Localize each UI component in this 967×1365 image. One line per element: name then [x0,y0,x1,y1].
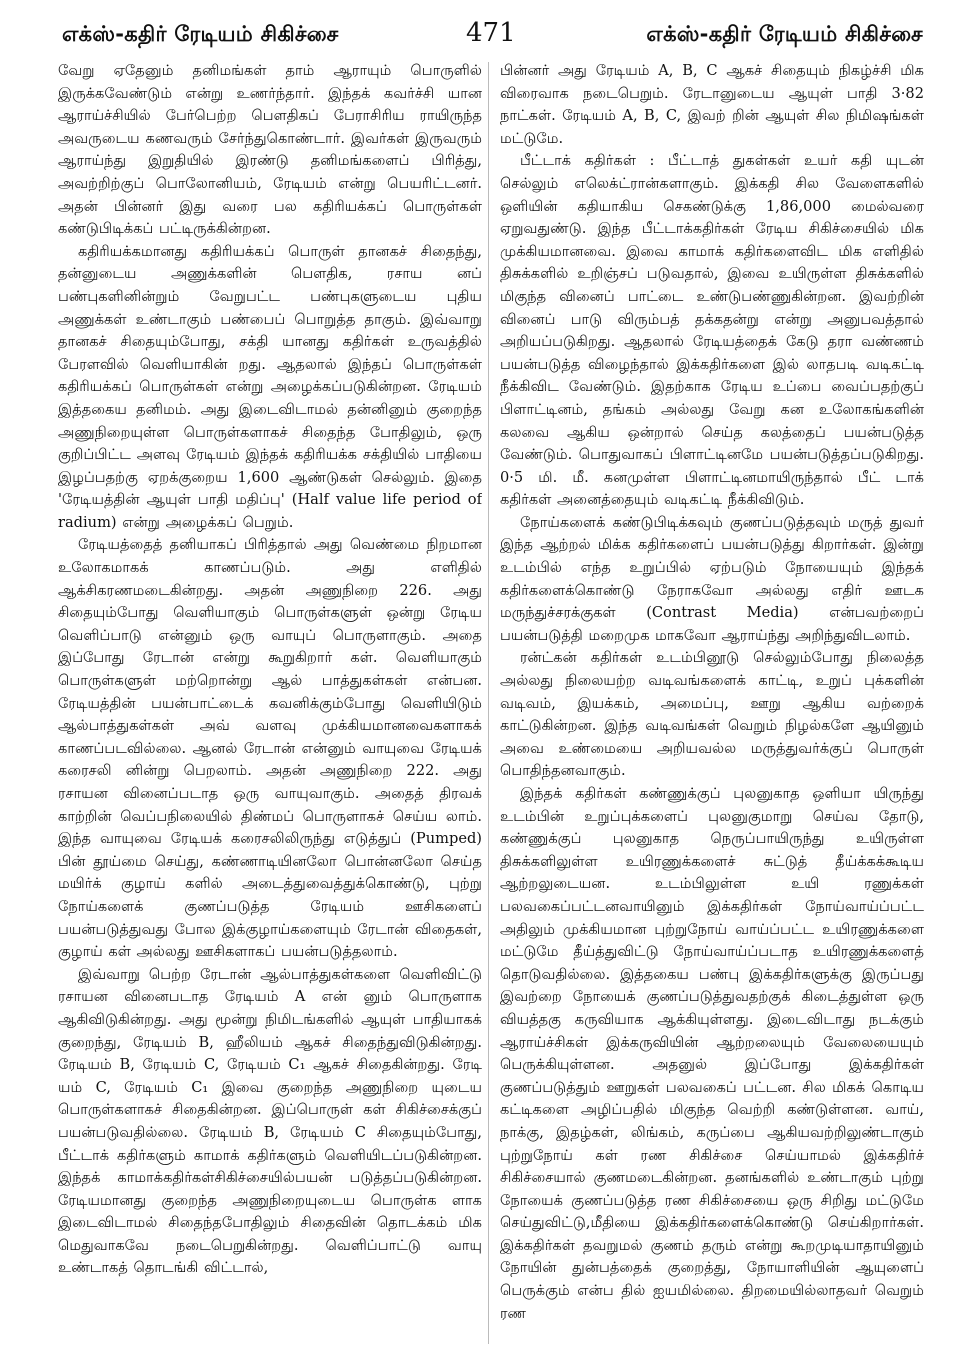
column-divider [488,62,489,1344]
paragraph: வேறு ஏதேனும் தனிமங்கள் தாம் ஆராயும் பொருளில் இருக்கவேண்டும் என்று உணர்ந்தார். இந்தக் கவர்ச்சி யான ஆராய்ச்சியில் பேர்பெற்ற பௌதிகப் பேராசிரிய ராயிருந்த அவருடைய கணவரும் சேர்ந்துகொண்டார். இவர்கள் இருவரும் ஆராய்ந்து இறுதியில் இரண்டு தனிமங்களைப் பிரித்து, அவற்றிற்குப் பொலோனியம், ரேடியம் என்று பெயரிட்டனர். அதன் பின்னர் இது வரை பல கதிரியக்கப் பொருள்கள் கண்டுபிடிக்கப் பட்டிருக்கின்றன. [58,62,482,238]
right-column [500,60,924,1350]
header-right-title: எக்ஸ்-கதிர் ரேடியம் சிகிச்சை [646,22,923,46]
running-header [0,18,967,54]
paragraph: இவ்வாறு பெற்ற ரேடான் ஆல்பாத்துகள்களை வெளிவிட்டு ரசாயன வினைபடாத ரேடியம் A என் னும் பொருளாக ஆகிவிடுகின்றது. அது மூன்று நிமிடங்களில் ஆயுள் பாதியாகக் குறைந்து, ரேடியம் B, ஹீலியம் ஆகச் சிதைந்துவிடுகின்றது. ரேடியம் B, ரேடியம் C, ரேடியம் C₁ ஆகச் சிதைகின்றது. ரேடி யம் C, ரேடியம் C₁ இவை குறைந்த அணுநிறை யுடைய பொருள்களாகச் சிதைகின்றன. இப்பொருள் கள் சிகிச்சைக்குப் பயன்படுவதில்லை. ரேடியம் B, ரேடியம் C சிதையும்போது, பீட்டாக் கதிர்களும் காமாக் கதிர்களும் வெளியிடப்படுகின்றன. இந்தக் காமாக்கதிர்கள்சிகிச்சையில்பயன் படுத்தப்படுகின்றன. ரேடியமானது குறைந்த அணுநிறையுடைய பொருள்க ளாக இடைவிடாமல் சிதைந்தபோதிலும் சிதைவின் தொடக்கம் மிக மெதுவாகவே நடைபெறுகின்றது. வெளிப்பாட்டு வாயு உண்டாகத் தொடங்கி விட்டால், [58,965,482,1277]
paragraph: ரன்ட்கன் கதிர்கள் உடம்பினூடு செல்லும்போது நிலைத்த அல்லது நிலையற்ற வடிவங்களைக் காட்டி, உறுப் புக்களின் வடிவம், இயக்கம், அமைப்பு, ஊறு ஆகிய வற்றைக் காட்டுகின்றன. இந்த வடிவங்கள் வெறும் நிழல்களே ஆயினும் அவை உண்மையை அறியவல்ல மருத்துவர்க்குப் பொருள் பொதிந்தனவாகும். [500,649,924,780]
paragraph: நோய்களைக் கண்டுபிடிக்கவும் குணப்படுத்தவும் மருத் துவர் இந்த ஆற்றல் மிக்க கதிர்களைப் பயன்படுத்து கிறார்கள். இன்று உடம்பில் எந்த உறுப்பில் ஏற்படும் நோயையும் இந்தக் கதிர்களைக்கொண்டு நேராகவோ அல்லது எதிர் ஊடக மருந்துச்சரக்குகள் (Contrast Media) என்பவற்றைப் பயன்படுத்தி மறைமுக மாகவோ ஆராய்ந்து அறிந்துவிடலாம். [500,513,924,644]
header-left-title: எக்ஸ்-கதிர் ரேடியம் சிகிச்சை [62,22,339,46]
paragraph: பீட்டாக் கதிர்கள் : பீட்டாத் துகள்கள் உயர் கதி யுடன் செல்லும் எலெக்ட்ரான்களாகும். இக்கதி சில வேளைகளில் ஒளியின் கதியாகிய செகண்டுக்கு 1,86,000 மைல்வரை ஏறுவதுண்டு. இந்த பீட்டாக்கதிர்கள் ரேடிய சிகிச்சையில் மிக முக்கியமானவை. இவை காமாக் கதிர்களைவிட மிக எளிதில் திசுக்களில் உறிஞ்சப் படுவதால், இவை உயிருள்ள திசுக்களில் மிகுந்த வினைப் பாட்டை உண்டுபண்ணுகின்றன. இவற்றின் வினைப் பாடு விரும்பத் தக்கதன்று என்று அனுபவத்தால் அறியப்படுகிறது. ஆதலால் ரேடியத்தைக் கேடு தரா வண்ணம் பயன்படுத்த விழைந்தால் இக்கதிர்களை இல் லாதபடி வடிகட்டி நீக்கிவிட வேண்டும். இதற்காக ரேடிய உப்பை வைப்பதற்குப் பிளாட்டினம், தங்கம் அல்லது வேறு கன உலோகங்களின் கலவை ஆகிய ஒன்றால் செய்த கலத்தைப் பயன்படுத்த வேண்டும். பொதுவாகப் பிளாட்டினமே பயன்படுத்தப்படுகிறது. 0·5 மி. மீ. கனமுள்ள பிளாட்டினமாயிருந்தால் பீட் டாக் கதிர்கள் அனைத்தையும் வடிகட்டி நீக்கிவிடும். [500,152,924,509]
page-number: 471 [466,18,516,48]
paragraph: ரேடியத்தைத் தனியாகப் பிரித்தால் அது வெண்மை நிறமான உலோகமாகக் காணப்படும். அது எளிதில் ஆக்சிகரணமடைகின்றது. அதன் அணுநிறை 226. அது சிதையும்போது வெளியாகும் பொருள்களுள் ஒன்று ரேடிய வெளிப்பாடு என்னும் ஒரு வாயுப் பொருளாகும். அதை இப்போது ரேடான் என்று கூறுகிறார் கள். வெளியாகும் பொருள்களுள் மற்றொன்று ஆல் பாத்துகள்கள் என்பன. ரேடியத்தின் பயன்பாட்டைக் கவனிக்கும்போது வெளியிடும் ஆல்பாத்துகள்கள் அவ் வளவு முக்கியமானவைகளாகக் காணப்படவில்லை. ஆனல் ரேடான் என்னும் வாயுவை ரேடியக் கரைசலி னின்று பெறலாம். அதன் அணுநிறை 222. அது ரசாயன வினைப்படாத ஒரு வாயுவாகும். அதைத் திரவக் காற்றின் வெப்பநிலையில் திண்மப் பொருளாகச் செய்ய லாம். இந்த வாயுவை ரேடியக் கரைசலிலிருந்து எடுத்துப் (Pumped) பின் தூய்மை செய்து, கண்ணாடியினலோ பொன்னலோ செய்த மயிர்க் குழாய் களில் அடைத்துவைத்துக்கொண்டு, புற்று நோய்களைக் குணப்படுத்த ரேடியம் ஊசிகளைப் பயன்படுத்துவது போல இக்குழாய்களையும் ரேடான் விதைகள், குழாய் கள் அல்லது ஊசிகளாகப் பயன்படுத்தலாம். [58,536,482,961]
left-column [58,60,482,1350]
paragraph: கதிரியக்கமானது கதிரியக்கப் பொருள் தானகச் சிதைந்து, தன்னுடைய அணுக்களின் பௌதிக, ரசாய னப் பண்புகளினின்றும் வேறுபட்ட பண்புகளுடைய புதிய அணுக்கள் உண்டாகும் பண்பைப் பொறுத்த தாகும். இவ்வாறு தானகச் சிதையும்போது, சக்தி யானது கதிர்கள் உருவத்தில் பேரளவில் வெளியாகின் றது. ஆதலால் இந்தப் பொருள்கள் கதிரியக்கப் பொருள்கள் என்று அழைக்கப்படுகின்றன. ரேடியம் இத்தகைய தனிமம். அது இடைவிடாமல் தன்னினும் குறைந்த அணுநிறையுள்ள பொருள்களாகச் சிதைந்த போதிலும், ஒரு குறிப்பிட்ட அளவு ரேடியம் இந்தக் கதிரியக்க சக்தியில் பாதியை இழப்பதற்கு ஏறக்குறைய 1,600 ஆண்டுகள் செல்லும். இதை 'ரேடியத்தின் ஆயுள் பாதி மதிப்பு' (Half value life period of radium) என்று அழைக்கப் பெறும். [58,242,482,531]
paragraph: பின்னர் அது ரேடியம் A, B, C ஆகச் சிதையும் நிகழ்ச்சி மிக விரைவாக நடைபெறும். ரேடானுடைய ஆயுள் பாதி 3·82 நாட்கள். ரேடியம் A, B, C, இவற் றின் ஆயுள் சில நிமிஷங்கள் மட்டுமே. [500,62,924,147]
paragraph: இந்தக் கதிர்கள் கண்ணுக்குப் புலனுகாத ஒளியா யிருந்து உடம்பின் உறுப்புக்களைப் புலனுகுமாறு செய்வ தோடு, கண்ணுக்குப் புலனுகாத நெருப்பாயிருந்து உயிருள்ள திசுக்களிலுள்ள உயிரணுக்களைச் சுட்டுத் தீய்க்கக்கூடிய ஆற்றலுடையன. உடம்பிலுள்ள உயி ரணுக்கள் பலவகைப்பட்டனவாயினும் இக்கதிர்கள் நோய்வாய்ப்பட்ட அதிலும் முக்கியமான புற்றுநோய் வாய்ப்பட்ட உயிரணுக்களை மட்டுமே தீய்த்துவிட்டு நோய்வாய்ப்படாத உயிரணுக்களைத் தொடுவதில்லை. இத்தகைய பண்பு இக்கதிர்களுக்கு இருப்பது இவற்றை நோயைக் குணப்படுத்துவதற்குக் கிடைத்துள்ள ஒரு வியத்தகு கருவியாக ஆக்கியுள்ளது. இடைவிடாது நடக்கும் ஆராய்ச்சிகள் இக்கருவியின் ஆற்றலையும் வேலையையும் பெருக்கியுள்ளன. அதனுல் இப்போது இக்கதிர்கள் குணப்படுத்தும் ஊறுகள் பலவகைப் பட்டன. சில மிகக் கொடிய கட்டிகளை அழிப்பதில் மிகுந்த வெற்றி கண்டுள்ளன. வாய், நாக்கு, இதழ்கள், லிங்கம், கருப்பை ஆகியவற்றிலுண்டாகும் புற்றுநோய் கள் ரண சிகிச்சை செய்யாமல் இக்கதிர்ச் சிகிச்சையால் குணமடைகின்றன. தனங்களில் உண்டாகும் புற்று நோயைக் குணப்படுத்த ரண சிகிச்சையை ஒரு சிறிது மட்டுமே செய்துவிட்டு,மீதியை இக்கதிர்களைக்கொண்டு செய்கிறார்கள். இக்கதிர்கள் தவறுமல் குணம் தரும் என்று கூறமுடியாதாயினும் நோயின் துன்பத்தைக் குறைத்து, நோயாளியின் ஆயுளைப் பெருக்கும் என்ப தில் ஐயமில்லை. திறமையில்லாதவர் வெறும் ரண [500,785,924,1322]
